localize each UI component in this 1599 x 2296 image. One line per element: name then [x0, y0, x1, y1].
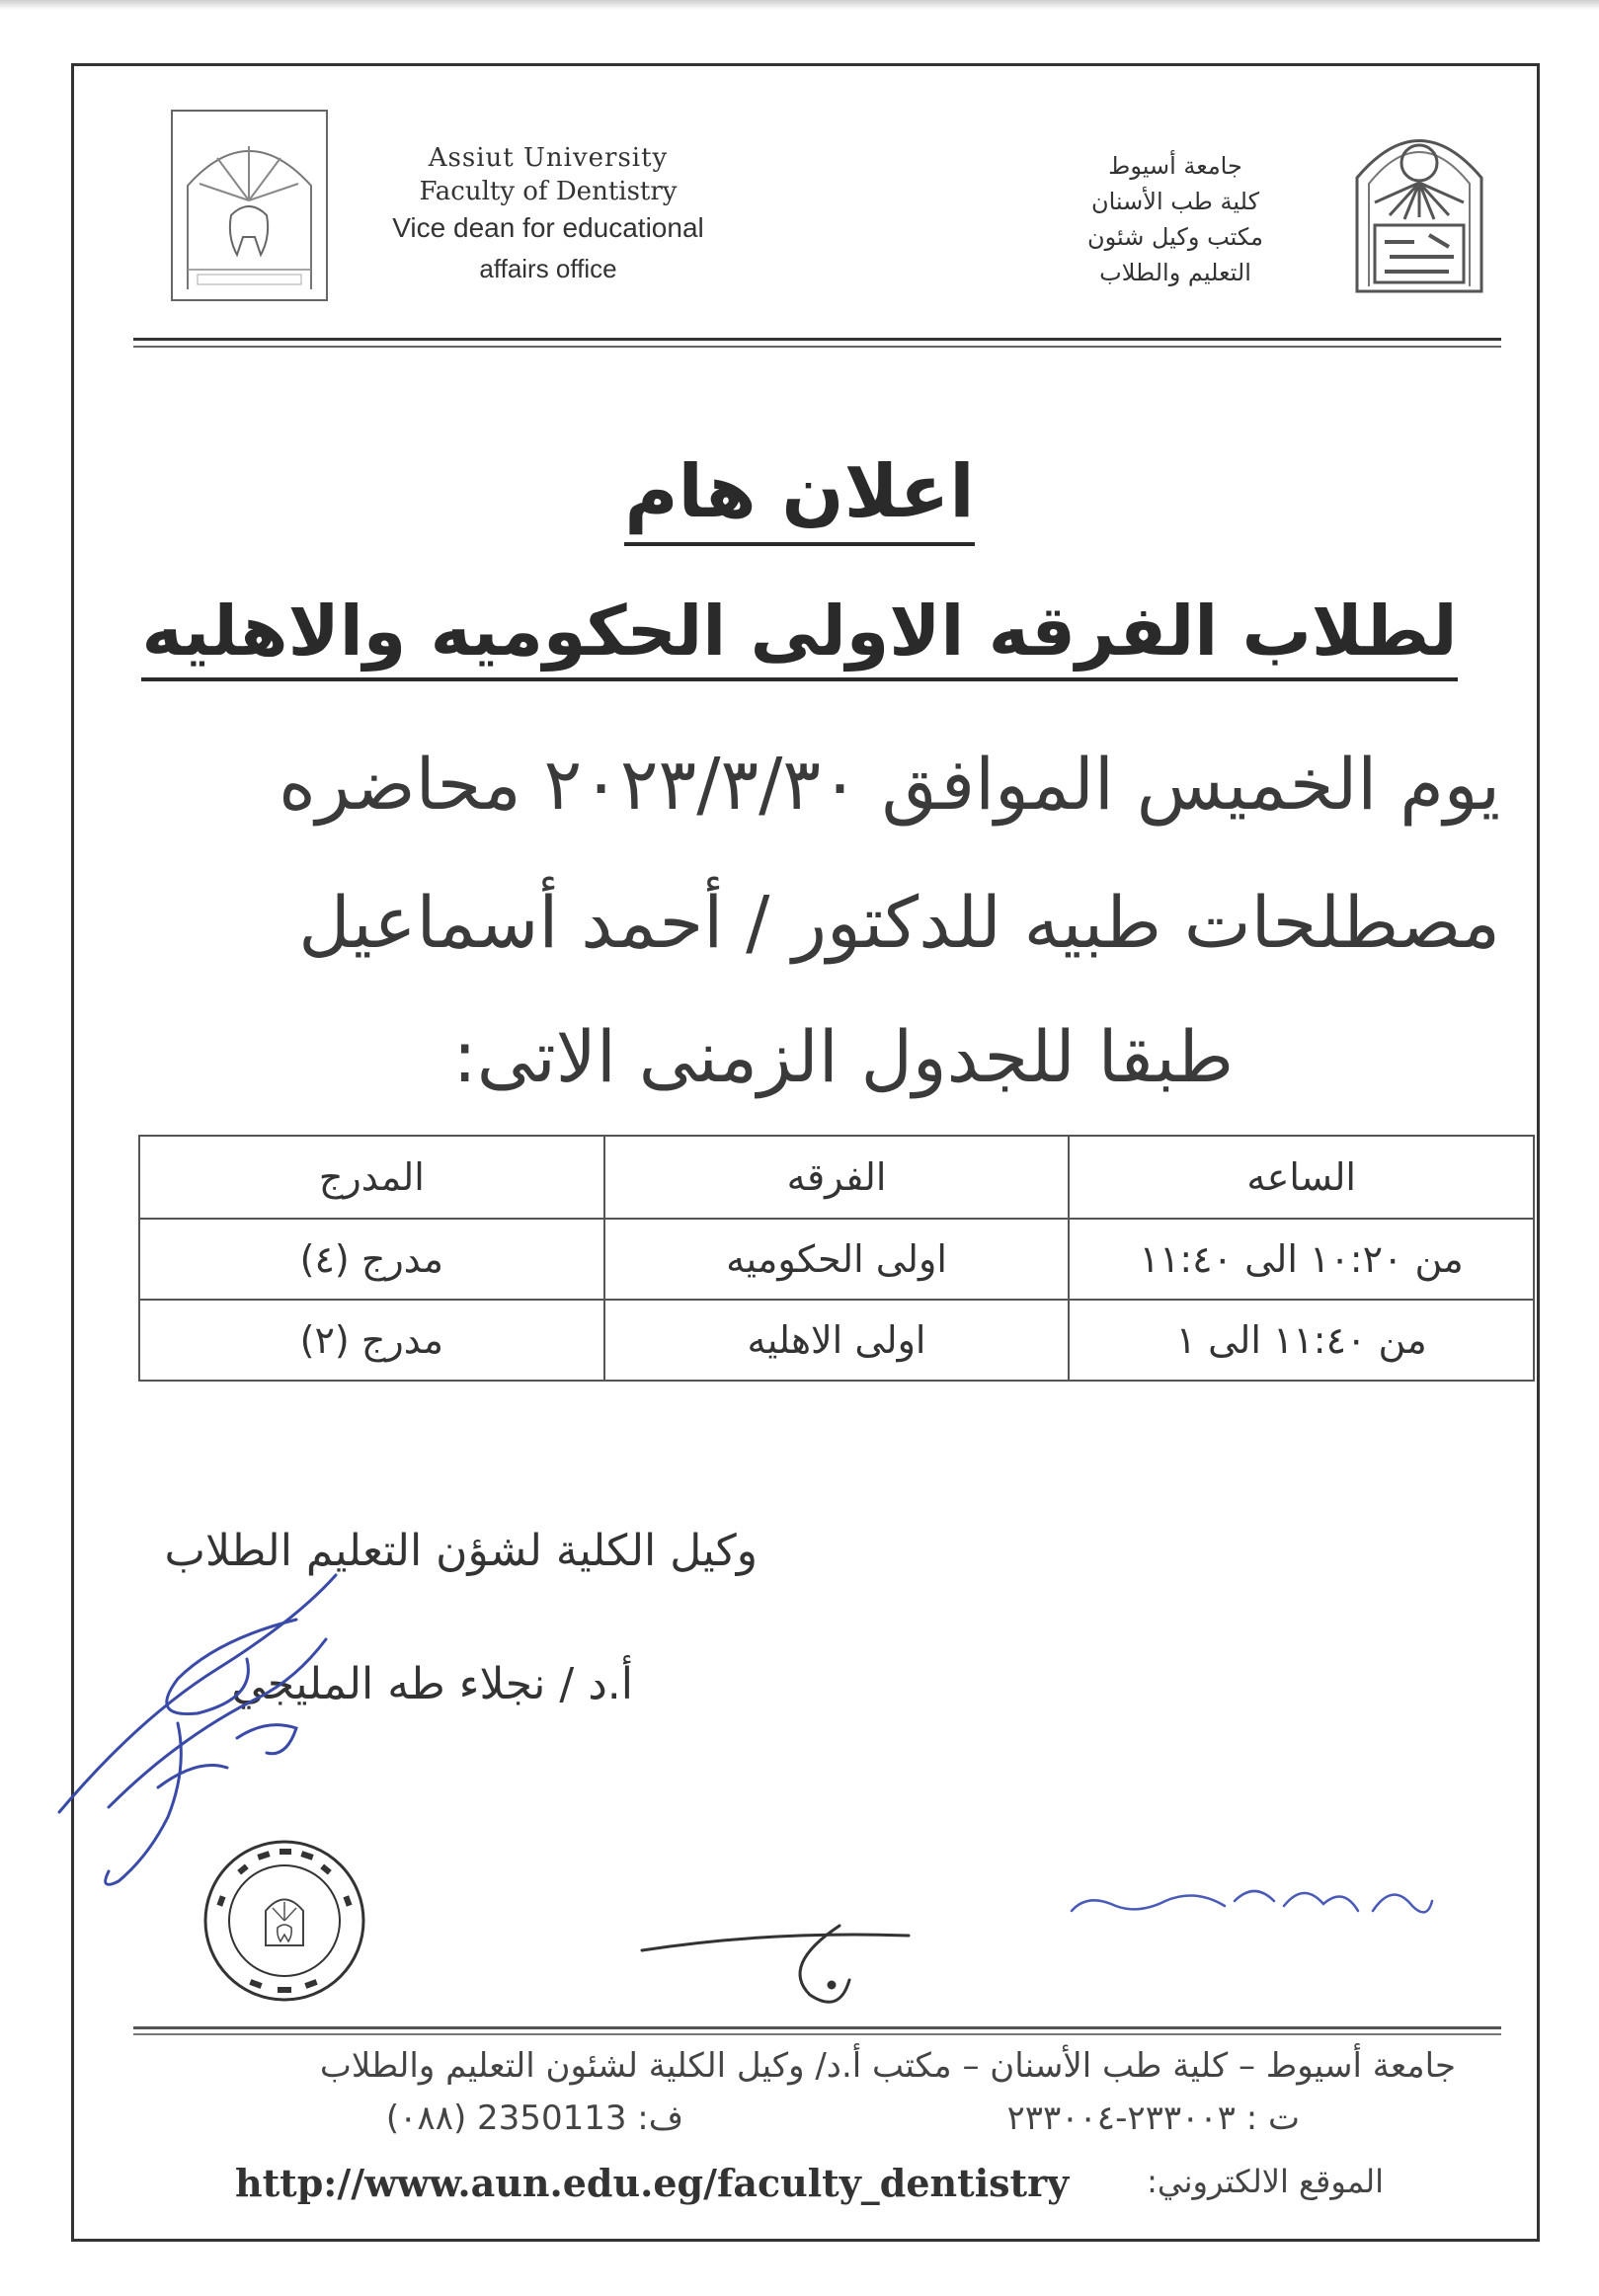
- cell-time: من ١١:٤٠ الى ١: [1069, 1300, 1534, 1381]
- official-seal-icon: [200, 1837, 368, 2005]
- signatory-name: أ.د / نجلاء طه المليجي: [231, 1659, 633, 1709]
- table-row: [139, 1219, 1534, 1300]
- column-header-time: الساعه: [1069, 1136, 1534, 1219]
- office-name-en-line1: Vice dean for educational: [392, 212, 704, 243]
- cell-hall: مدرج (٢): [139, 1300, 604, 1381]
- lecture-topic-line: مصطلحات طبيه للدكتور / أحمد أسماعيل: [298, 881, 1500, 964]
- lecture-date-line: يوم الخميس الموافق ٢٠٢٣/٣/٣٠ محاضره: [279, 743, 1500, 826]
- announcement-title-text: اعلان هام: [624, 449, 974, 546]
- faculty-name-ar: كلية طب الأسنان: [1090, 188, 1260, 215]
- column-header-group: الفرقه: [604, 1136, 1070, 1219]
- schedule-header-row: [139, 1136, 1534, 1219]
- cell-group: اولى الحكوميه: [604, 1219, 1070, 1300]
- footer-phone: ت : ٢٣٣٠٠٣-٢٣٣٠٠٤: [1006, 2098, 1300, 2138]
- table-row: [139, 1300, 1534, 1381]
- university-name-ar: جامعة أسيوط: [1108, 152, 1242, 180]
- office-name-ar-line1: مكتب وكيل شئون: [1087, 223, 1263, 251]
- header-divider: [133, 338, 1501, 341]
- announcement-title: [0, 449, 1599, 534]
- cell-group: اولى الاهليه: [604, 1300, 1070, 1381]
- footer-website-label: الموقع الالكتروني:: [1147, 2163, 1384, 2200]
- signatory-title: وكيل الكلية لشؤن التعليم الطلاب: [164, 1526, 758, 1576]
- announcement-subtitle: [0, 591, 1599, 672]
- footer-fax: ف: 2350113 (٠٨٨): [385, 2098, 683, 2138]
- english-header: [356, 143, 741, 284]
- arabic-header: [1027, 148, 1323, 290]
- schedule-intro-line: طبقا للجدول الزمنى الاتى:: [452, 1015, 1234, 1098]
- scan-edge: [0, 0, 1599, 10]
- announcement-subtitle-text: لطلاب الفرقه الاولى الحكوميه والاهليه: [141, 591, 1457, 681]
- footer-address: جامعة أسيوط – كلية طب الأسنان – مكتب أ.د/ وكيل الكلية لشئون التعليم والطلاب: [319, 2046, 1456, 2086]
- office-name-en-line2: affairs office: [479, 254, 617, 283]
- footer-website-link[interactable]: http://www.aun.edu.eg/faculty_dentistry: [235, 2161, 1070, 2205]
- university-name-en: Assiut University: [428, 143, 669, 173]
- cell-time: من ١٠:٢٠ الى ١١:٤٠: [1069, 1219, 1534, 1300]
- column-header-hall: المدرج: [139, 1136, 604, 1219]
- footer-divider: [133, 2026, 1501, 2029]
- assiut-university-logo-icon: [1345, 109, 1493, 296]
- header-divider-secondary: [133, 346, 1501, 348]
- footer-divider-secondary: [133, 2033, 1501, 2035]
- schedule-table: [138, 1135, 1535, 1382]
- faculty-of-dentistry-logo-icon: [168, 107, 331, 304]
- cell-hall: مدرج (٤): [139, 1219, 604, 1300]
- faculty-name-en: Faculty of Dentistry: [419, 177, 678, 206]
- office-name-ar-line2: التعليم والطلاب: [1099, 259, 1251, 286]
